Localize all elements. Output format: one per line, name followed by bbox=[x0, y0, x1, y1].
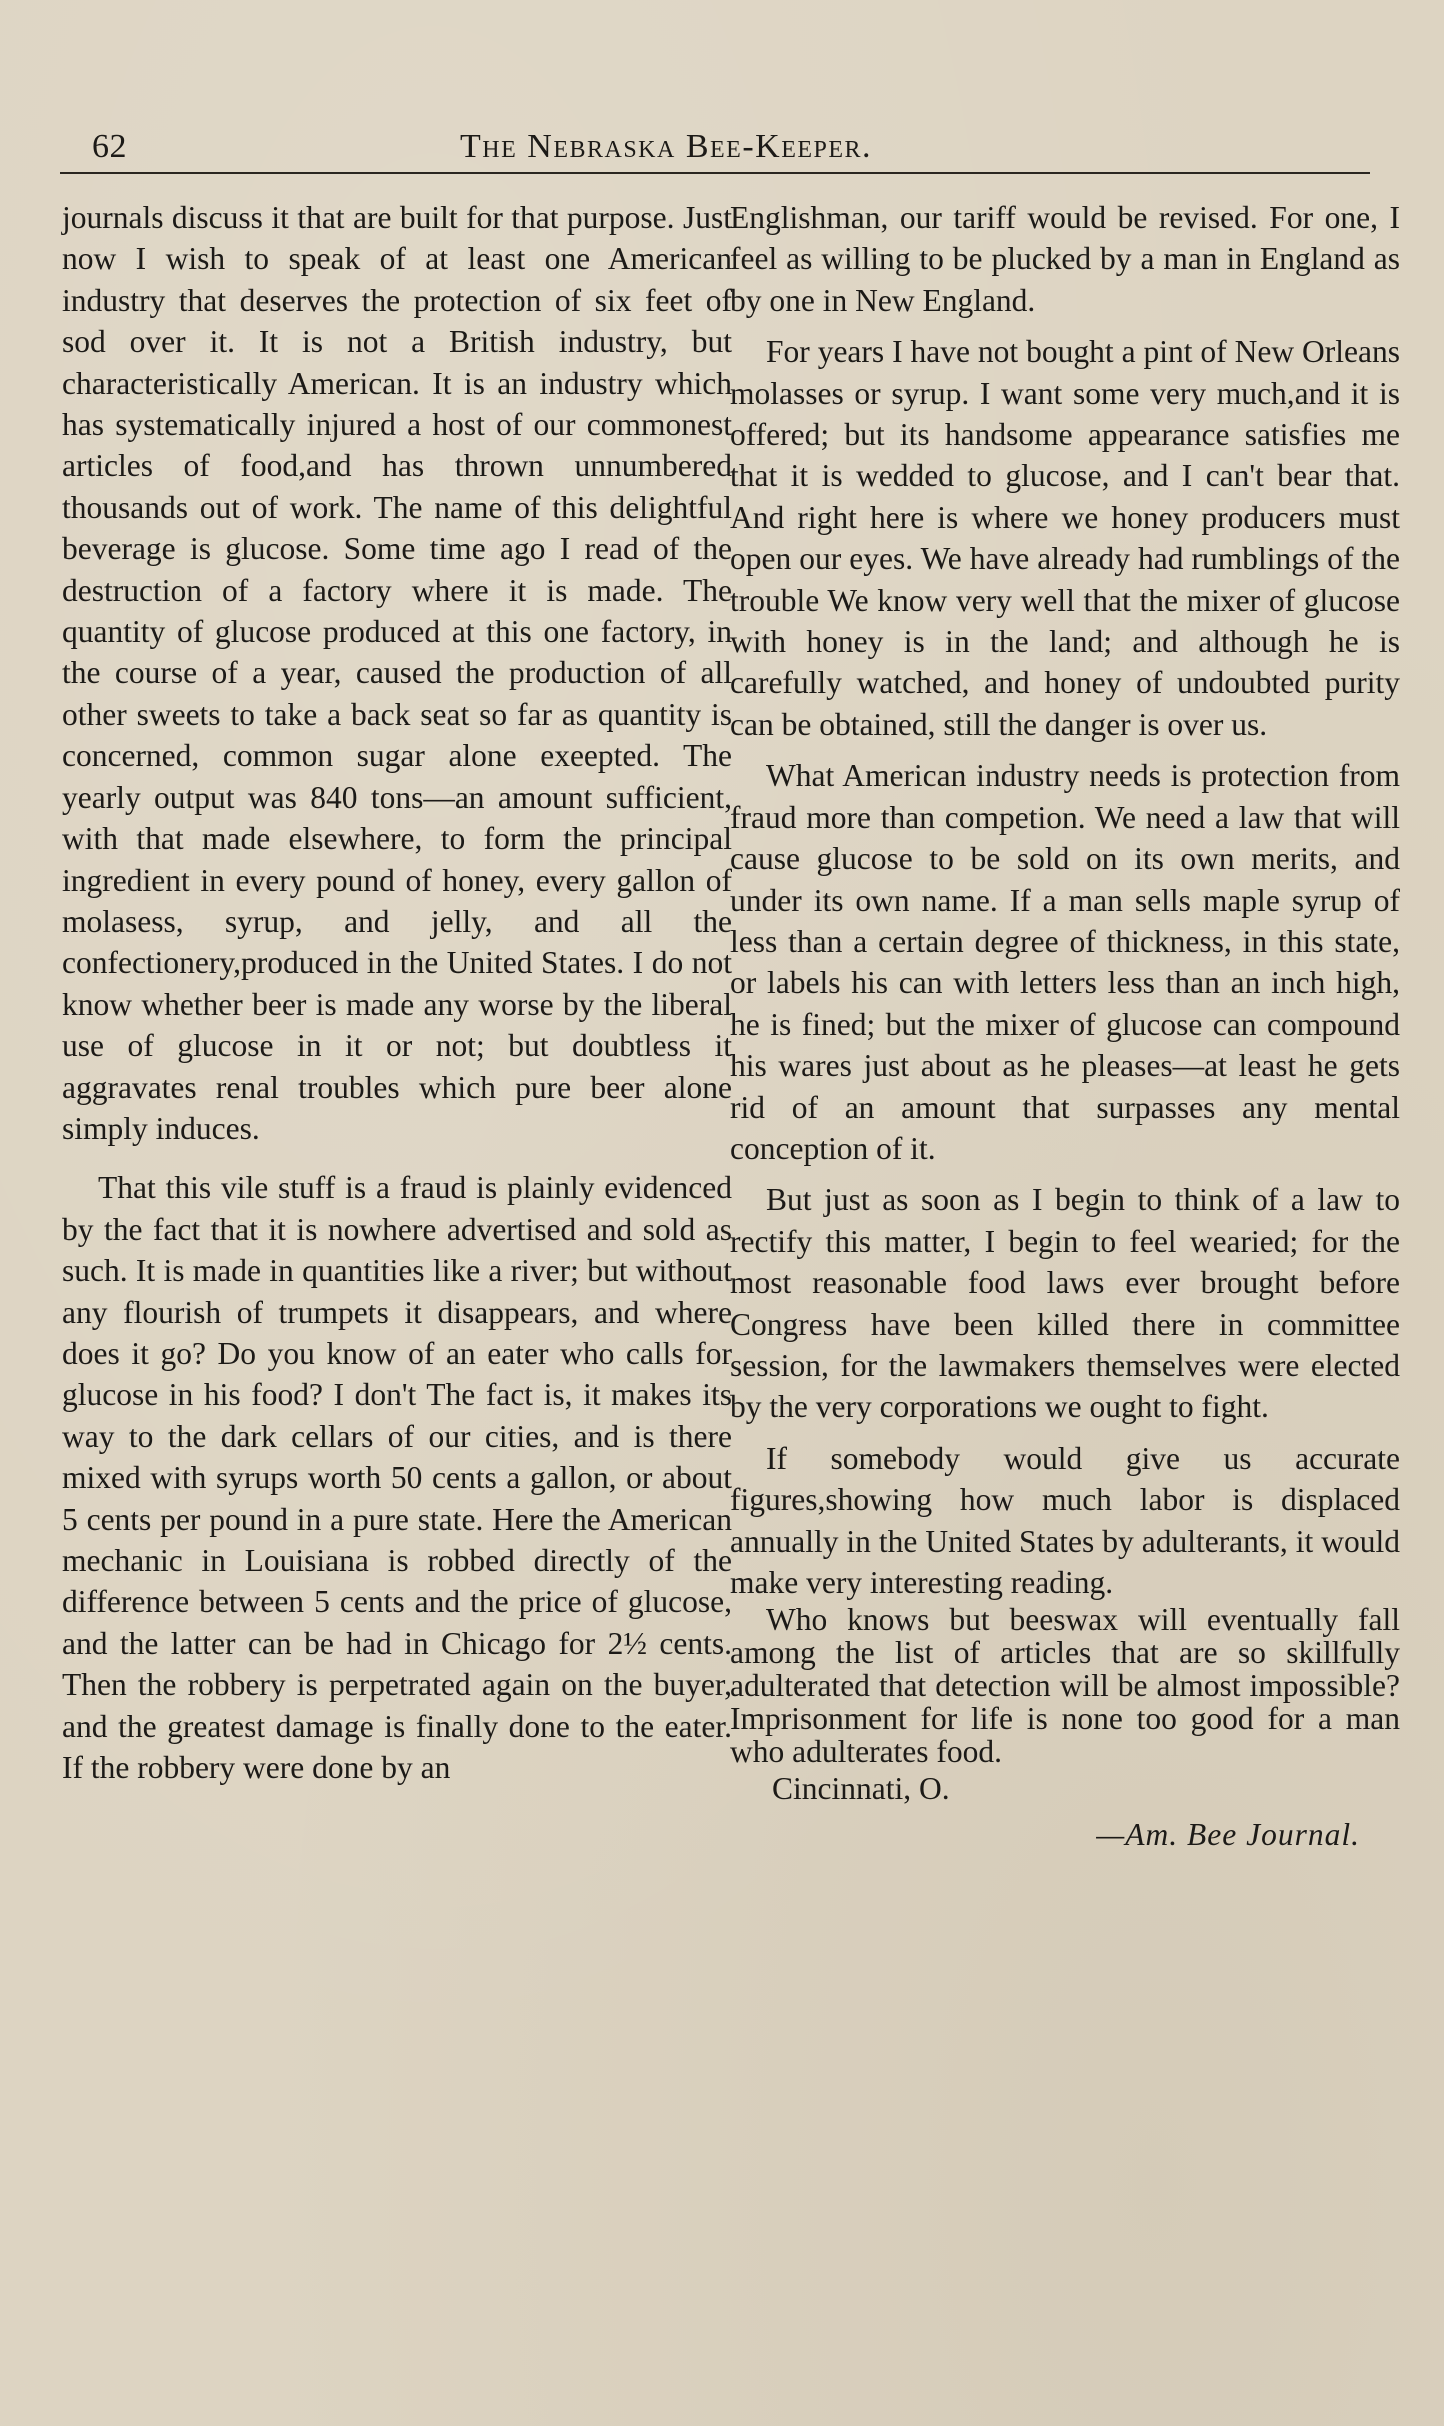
page-header bbox=[60, 122, 1370, 172]
paragraph: What American industry needs is protection from fraud more than competion. We need a law that will cause glucose to be sold on its own merits, and under its own name. If a man sells maple syrup of less than a certain degree of thickness, in this state, or labels his can with letters less than an inch high, he is fined; but the mixer of glucose can compound his wares just about as he pleases—at least he gets rid of an amount that surpasses any mental conception of it. bbox=[730, 758, 1400, 1166]
paragraph: journals discuss it that are built for that purpose. Just now I wish to speak of at least one American industry that deserves the protection of six feet of sod over it. It is not a British industry, but characteristically American. It is an industry which has systematically injured a host of our commonest articles of food,and has thrown unnumbered thousands out of work. The name of this delightful beverage is glucose. Some time ago I read of the destruction of a factory where it is made. The quantity of glucose produced at this one factory, in the course of a year, caused the production of all other sweets to take a back seat so far as quantity is concerned, common sugar alone exeepted. The yearly output was 840 tons—an amount sufficient, with that made elsewhere, to form the principal ingredient in every pound of honey, every gallon of molasess, syrup, and jelly, and all the confectionery,produced in the United States. I do not know whether beer is made any worse by the liberal use of glucose in it or not; but doubtless it aggravates renal troubles which pure beer alone simply induces. bbox=[62, 200, 732, 1146]
left-column bbox=[62, 197, 732, 1788]
running-title: The Nebraska Bee-Keeper. bbox=[460, 128, 873, 165]
paragraph: For years I have not bought a pint of New Orleans molasses or syrup. I want some very much,and it is offered; but its handsome appearance satisfies me that it is wedded to glucose, and I can't bear that. And right here is where we honey producers must open our eyes. We have already had rumblings of the trouble We know very well that the mixer of glucose with honey is in the land; and although he is carefully watched, and honey of undoubted purity can be obtained, still the danger is over us. bbox=[730, 334, 1400, 742]
header-rule bbox=[60, 172, 1370, 174]
page-number: 62 bbox=[92, 128, 127, 165]
paragraph: If somebody would give us accurate figures,showing how much labor is displaced annually in the United States by adulterants, it would make very interesting reading. bbox=[730, 1440, 1400, 1600]
source-attribution: —Am. Bee Journal. bbox=[1096, 1816, 1360, 1852]
paragraph: Who knows but beeswax will eventually fall among the list of articles that are so skillfully adulterated that detection will be almost impossible? Imprisonment for life is none too good for a man who adulterates food. bbox=[730, 1602, 1400, 1770]
right-column bbox=[730, 197, 1400, 1855]
paragraph: Englishman, our tariff would be revised. For one, I feel as willing to be plucked by a man in England as by one in New England. bbox=[730, 200, 1400, 318]
signoff-place: Cincinnati, O. bbox=[772, 1771, 950, 1807]
paragraph: But just as soon as I begin to think of a law to rectify this matter, I begin to feel wearied; for the most reasonable food laws ever brought before Congress have been killed there in committee session, for the lawmakers themselves were elected by the very corporations we ought to fight. bbox=[730, 1182, 1400, 1425]
paragraph: That this vile stuff is a fraud is plainly evidenced by the fact that it is nowhere advertised and sold as such. It is made in quantities like a river; but without any flourish of trumpets it disappears, and where does it go? Do you know of an eater who calls for glucose in his food? I don't The fact is, it makes its way to the dark cellars of our cities, and is there mixed with syrups worth 50 cents a gallon, or about 5 cents per pound in a pure state. Here the American mechanic in Louisiana is robbed directly of the difference between 5 cents and the price of glucose, and the latter can be had in Chicago for 2½ cents. Then the robbery is perpetrated again on the buyer, and the greatest damage is finally done to the eater. If the robbery were done by an bbox=[62, 1170, 732, 1786]
